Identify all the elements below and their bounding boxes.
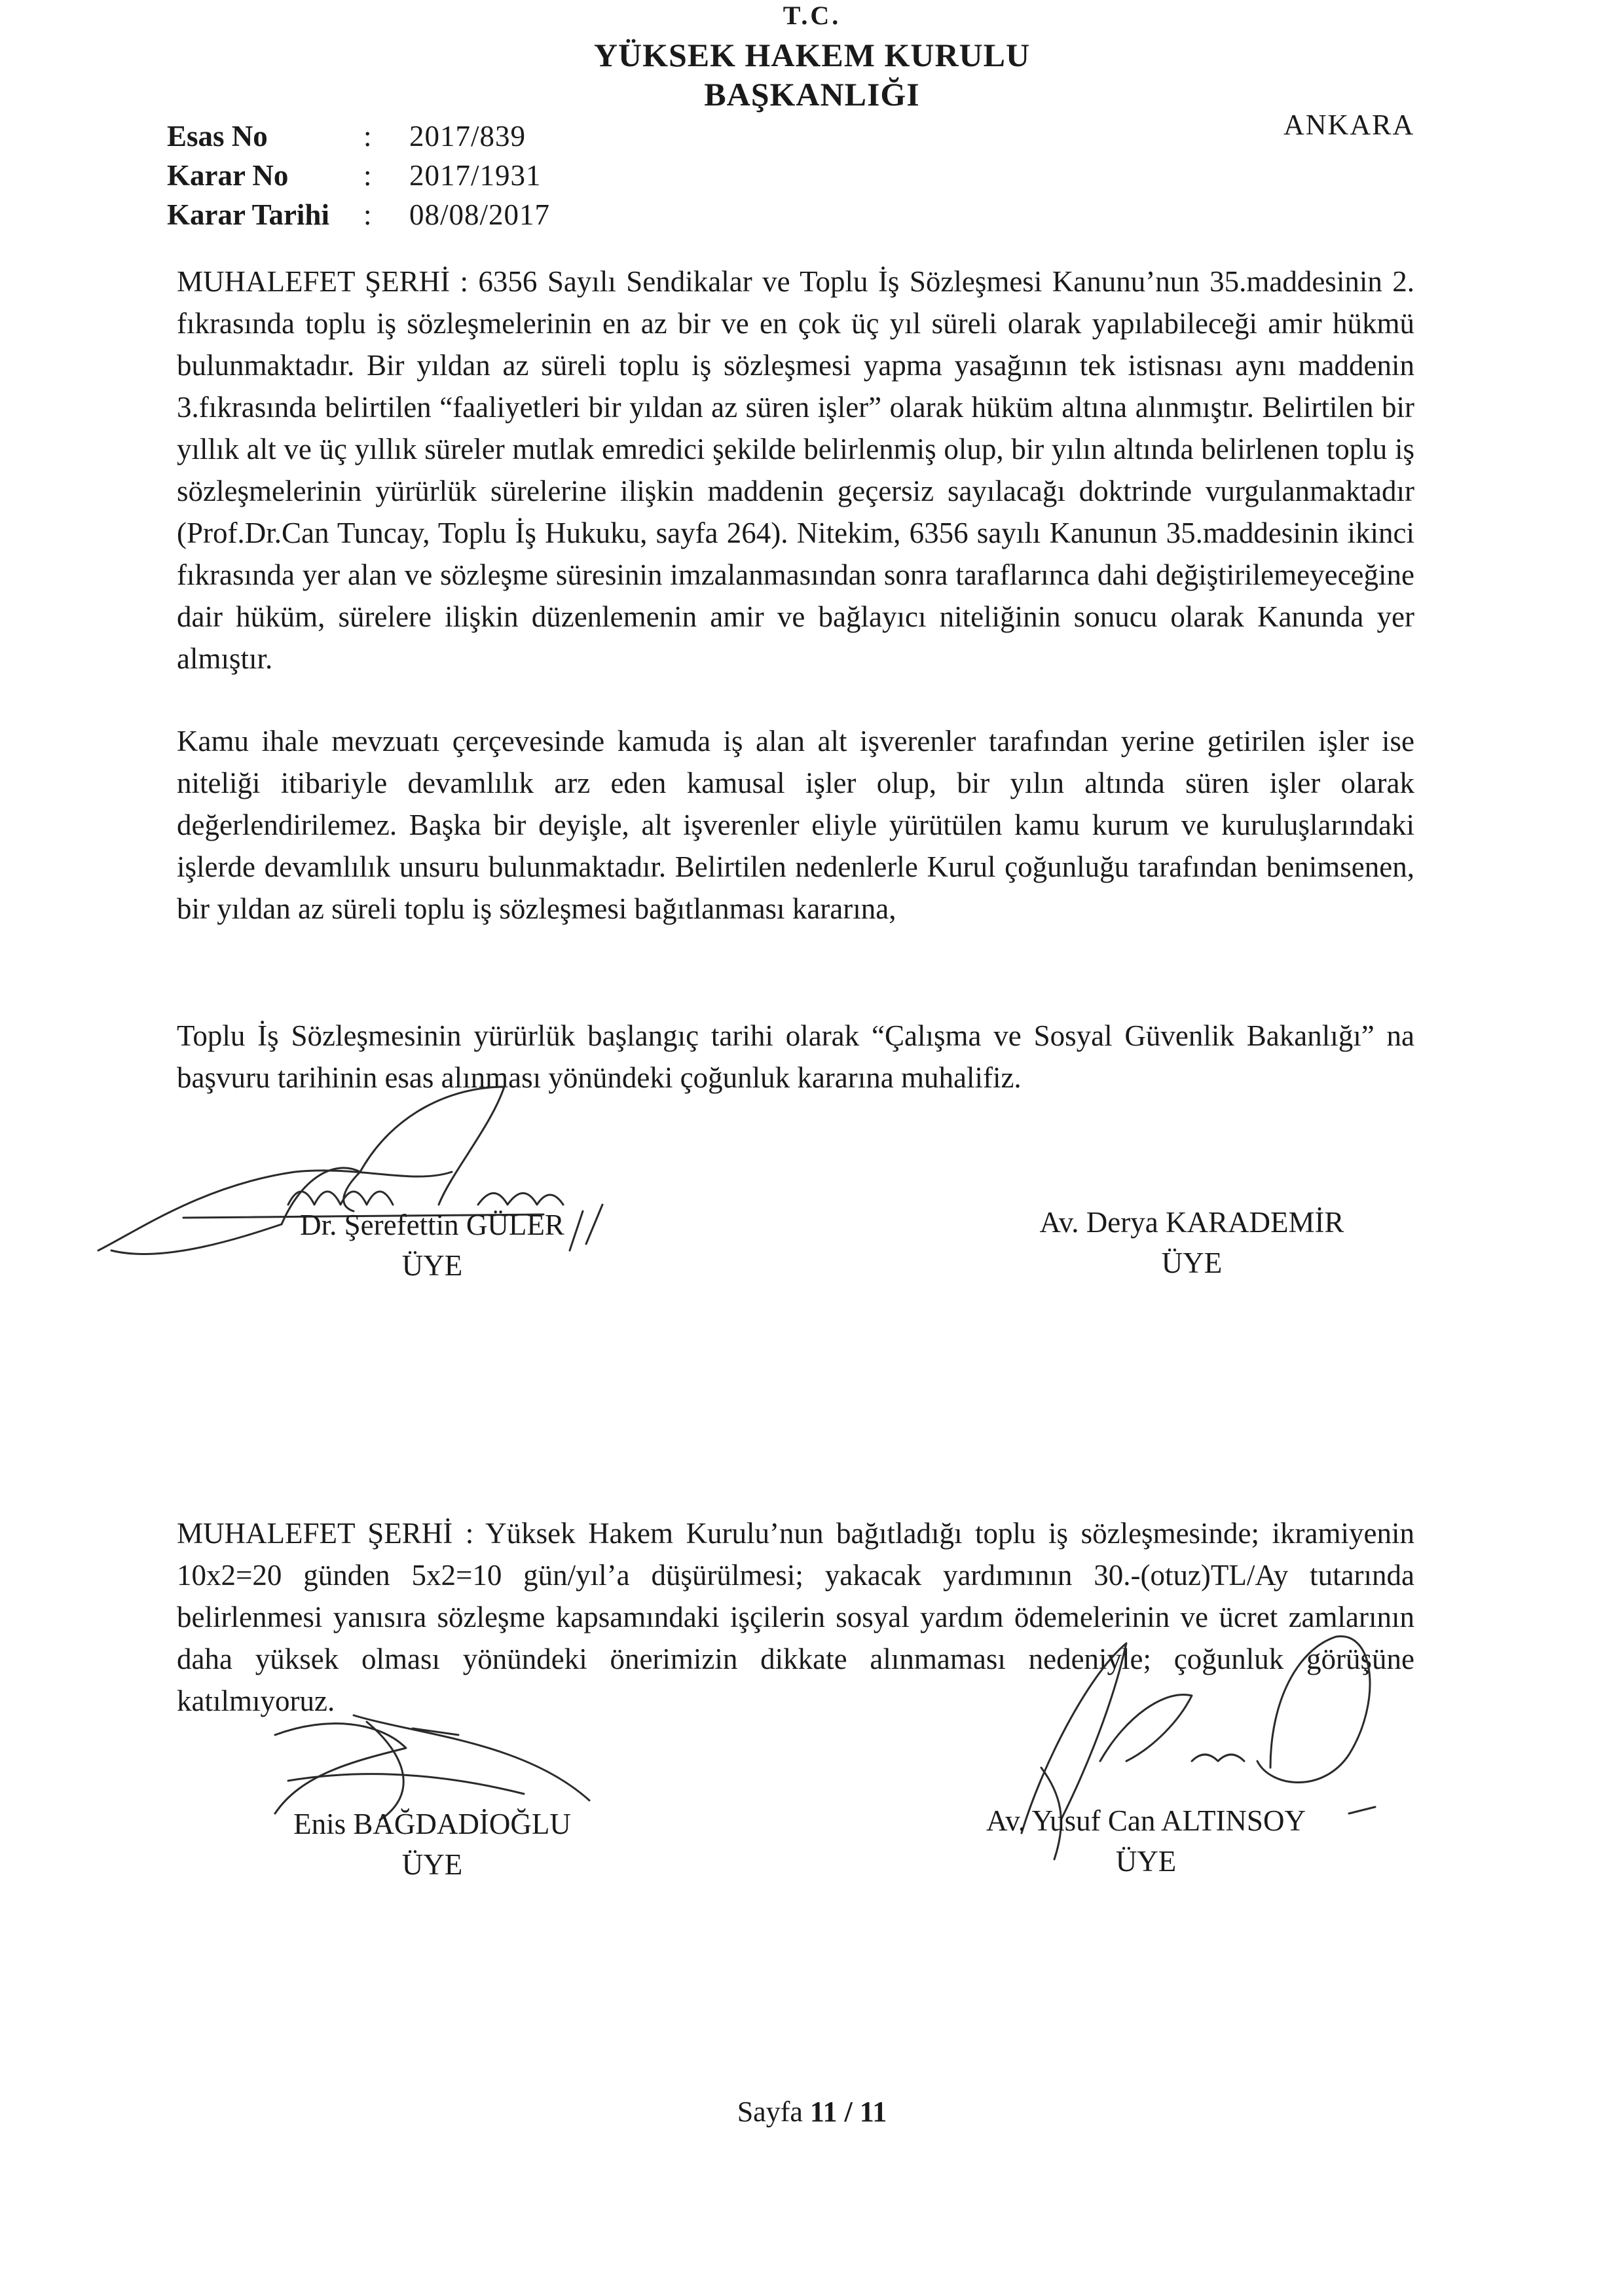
paragraph-dissent-2: MUHALEFET ŞERHİ : Yüksek Hakem Kurulu’nun bağıtladığı toplu iş sözleşmesinde; ikramiyenin 10x2=20 günden 5x2=10 gün/yıl’a düşürülmesi; yakacak yardımının 30.-(otuz)TL/Ay tutarında belirlenmesi yanısıra sözleşme kapsamındaki işçilerin sosyal yardım ödemelerinin ve ücret zamlarının daha yüksek olması yönündeki önerimizin dikkate alınmaması nedeniyle; çoğunluk görüşüne katılmıyoruz.: [177, 1517, 1414, 1717]
meta-colon: :: [363, 198, 372, 231]
signatory-guler: [249, 1205, 616, 1286]
meta-value: 2017/1931: [409, 159, 542, 192]
signatory-name: Av. Yusuf Can ALTINSOY: [986, 1804, 1306, 1837]
signatory-name: Enis BAĞDADİOĞLU: [293, 1808, 571, 1840]
header-top-mark: T.C.: [783, 1, 841, 30]
signatory-role: ÜYE: [1161, 1247, 1223, 1279]
meta-colon: :: [363, 159, 372, 192]
signatory-bagdadioglu: [249, 1804, 616, 1885]
signatory-role: ÜYE: [401, 1848, 463, 1881]
signatory-altinsoy: [943, 1800, 1349, 1882]
signatory-karademir: [982, 1202, 1401, 1283]
page-total: 11: [859, 2096, 887, 2128]
case-meta: [167, 117, 550, 234]
page-separator: /: [844, 2096, 853, 2128]
meta-value: 08/08/2017: [409, 198, 551, 231]
paragraph-dissent-1: MUHALEFET ŞERHİ : 6356 Sayılı Sendikalar ve Toplu İş Sözleşmesi Kanunu’nun 35.maddesinin 2. fıkrasında toplu iş sözleşmelerinin en az bir ve en çok üç yıl süreli olarak yapılabileceği amir hükmü bulunmaktadır. Bir yıldan az süreli toplu iş sözleşmesi yapma yasağının tek istisnası aynı maddenin 3.fıkrasında belirtilen “faaliyetleri bir yıldan az süren işler” olarak hüküm altına alınmıştır. Belirtilen bir yıllık alt ve üç yıllık süreler mutlak emredici şekilde belirlenmiş olup, bir yılın altında belirlenen toplu iş sözleşmelerinin yürürlük sürelerine ilişkin maddenin geçersiz sayılacağı doktrinde vurgulanmaktadır (Prof.Dr.Can Tuncay, Toplu İş Hukuku, sayfa 264). Nitekim, 6356 sayılı Kanunun 35.maddesinin ikinci fıkrasında yer alan ve sözleşme süresinin imzalanmasından sonra taraflarınca dahi değiştirilemeyeceğine dair hüküm, sürelere ilişkin düzenlemenin amir ve bağlayıcı niteliğinin sonucu olarak Kanunda yer almıştır.: [177, 265, 1414, 675]
signatory-role: ÜYE: [1115, 1845, 1177, 1878]
signatory-role: ÜYE: [401, 1249, 463, 1282]
paragraph-public-works: Kamu ihale mevzuatı çerçevesinde kamuda iş alan alt işverenler tarafından yerine getirilen işler ise niteliği itibariyle devamlılık arz eden kamusal işler olup, bir yılın altında süren işler olarak değerlendirilemez. Başka bir deyişle, alt işverenler eliyle yürütülen kamu kurum ve kuruluşlarındaki işlerde devamlılık unsuru bulunmaktadır. Belirtilen nedenlerle Kurul çoğunluğu tarafından benimsenen, bir yıldan az süreli toplu iş sözleşmesi bağıtlanması kararına,: [177, 725, 1414, 925]
paragraph-effective-date: Toplu İş Sözleşmesinin yürürlük başlangıç tarihi olarak “Çalışma ve Sosyal Güvenlik Bakanlığı” na başvuru tarihinin esas alınması yönündeki çoğunluk kararına muhalifiz.: [177, 1019, 1414, 1094]
signatory-name: Dr. Şerefettin GÜLER: [300, 1209, 564, 1241]
meta-label: Karar No: [167, 159, 289, 192]
header-city: ANKARA: [1283, 109, 1415, 141]
meta-colon: :: [363, 120, 372, 153]
meta-row-karar: [167, 156, 550, 195]
page-number: [0, 2095, 1624, 2128]
meta-row-tarih: [167, 195, 550, 234]
meta-value: 2017/839: [409, 120, 526, 153]
page-prefix: Sayfa: [737, 2096, 803, 2128]
meta-label: Esas No: [167, 120, 268, 153]
page-current: 11: [809, 2096, 838, 2128]
meta-label: Karar Tarihi: [167, 198, 329, 231]
header-title: YÜKSEK HAKEM KURULU: [593, 37, 1031, 73]
meta-row-esas: [167, 117, 550, 156]
header-subtitle: BAŞKANLIĞI: [704, 76, 920, 113]
signatory-name: Av. Derya KARADEMİR: [1039, 1206, 1344, 1239]
